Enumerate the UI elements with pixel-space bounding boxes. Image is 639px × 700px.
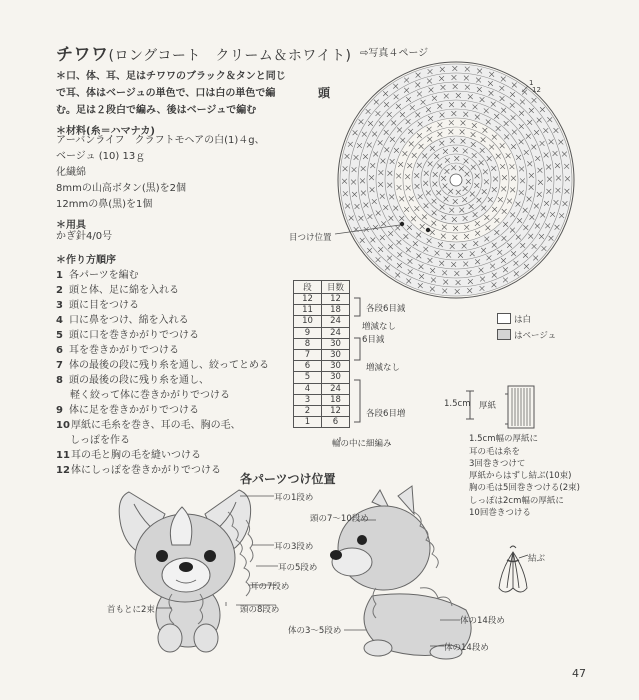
cardboard-instruction: 胸の毛は5回巻きつける(2束) — [469, 483, 580, 493]
cardboard-instruction: 10回巻きつける — [469, 508, 531, 518]
table-header: 目数 — [322, 281, 350, 294]
tool-line: かぎ針4/0号 — [56, 231, 113, 242]
tools-heading: ＊用具 — [56, 220, 86, 231]
table-note-no-change: 増減なし — [362, 322, 397, 332]
material-line: 12mmの鼻(黒)を1個 — [56, 199, 153, 210]
front-label-neck: 首もとに2束 — [107, 605, 155, 615]
tassel-tie-label: 結ぶ — [528, 554, 546, 564]
table-row: 7 30 — [294, 349, 350, 360]
step-item-continued: しっぽを作る — [70, 435, 130, 446]
side-label-body14b: 体の14段め — [444, 643, 489, 653]
front-label-head8: 頭の8段め — [240, 605, 280, 615]
step-item: 4 口に鼻をつけ、綿を入れる — [56, 315, 189, 326]
table-row: 5 30 — [294, 372, 350, 383]
step-item: 2 頭と体、足に綿を入れる — [56, 285, 179, 296]
step-item: 9 体に足を巻きかがりでつける — [56, 405, 199, 416]
title-main: チワワ — [56, 45, 109, 65]
cardboard-instruction: 1.5cm幅の厚紙に — [469, 434, 538, 444]
material-line: 化繊綿 — [56, 167, 86, 178]
table-row: 10 24 — [294, 316, 350, 327]
table-note-decrease: 各段6目減 — [366, 304, 406, 314]
step-item: 7 体の最後の段に残り糸を通し、絞ってとめる — [56, 360, 269, 371]
step-item: 11耳の毛と胸の毛を縫いつける — [56, 450, 201, 461]
cardboard-instruction: しっぽは2cm幅の厚紙に — [469, 496, 564, 506]
step-item-continued: 軽く絞って体に巻きかがりでつける — [70, 390, 230, 401]
steps-heading: ＊作り方順序 — [56, 255, 116, 266]
front-label-ear3: 耳の3段め — [274, 542, 314, 552]
cardboard-size: 1.5cm — [444, 399, 471, 409]
material-line: アーバンライフ クラフトモヘアの白(1)４g、 — [56, 135, 265, 146]
cardboard-instruction: 耳の毛は糸を — [469, 447, 521, 457]
front-label-ear1: 耳の1段め — [274, 493, 314, 503]
table-row: 11 18 — [294, 305, 350, 316]
table-row: 9 24 — [294, 327, 350, 338]
head-chart-label: 頭 — [318, 86, 331, 100]
side-label-body14a: 体の14段め — [460, 616, 505, 626]
table-row: 3 18 — [294, 394, 350, 405]
step-item: 10厚紙に毛糸を巻き、耳の毛、胸の毛、 — [56, 420, 241, 431]
table-row: 6 30 — [294, 361, 350, 372]
eye-position-label: 目つけ位置 — [289, 233, 332, 243]
step-item: 3 頭に目をつける — [56, 300, 139, 311]
table-note-no-change-2: 増減なし — [366, 363, 401, 373]
table-note-decrease-6: 6目減 — [362, 335, 385, 345]
photo-reference: ⇨写真４ページ — [360, 48, 429, 59]
legend-white-label: は白 — [514, 315, 532, 325]
cardboard-instruction: 厚紙からはずし結ぶ(10束) — [469, 471, 572, 481]
table-row: 1 6 — [294, 417, 350, 428]
title-subtitle: (ロングコート クリーム＆ホワイト) — [108, 48, 352, 64]
legend-beige-label: はベージュ — [514, 331, 557, 341]
table-note-increase: 各段6目増 — [366, 409, 406, 419]
table-note-ring: 輪の中に細編み — [332, 439, 392, 449]
table-row: 12 12 — [294, 294, 350, 305]
table-row: 4 24 — [294, 383, 350, 394]
table-row: 8 30 — [294, 338, 350, 349]
cardboard-instruction: 3回巻きつけて — [469, 459, 526, 469]
materials-heading: ＊材料(糸＝ハマナカ) — [56, 126, 155, 137]
step-item: 12体にしっぽを巻きかがりでつける — [56, 465, 221, 476]
step-item: 1 各パーツを編む — [56, 270, 139, 281]
side-label-head710: 頭の7〜10段め — [310, 514, 369, 524]
side-label-body35: 体の3〜5段め — [288, 626, 342, 636]
step-item: 6 耳を巻きかがりでつける — [56, 345, 179, 356]
front-label-ear5: 耳の5段め — [278, 563, 318, 573]
table-row: 2 12 — [294, 405, 350, 416]
step-item: 5 頭に口を巻きかがりでつける — [56, 330, 199, 341]
page-number: 47 — [572, 667, 586, 680]
table-header: 段 — [294, 281, 322, 294]
step-item: 8 頭の最後の段に残り糸を通し、 — [56, 375, 209, 386]
material-line: 8mmの山高ボタン(黒)を2個 — [56, 183, 187, 194]
cardboard-label: 厚紙 — [479, 401, 497, 411]
ring-number-end: 12 — [532, 86, 541, 94]
ring-number-start: 1 — [529, 79, 534, 87]
parts-position-title: 各パーツつけ位置 — [240, 472, 336, 486]
intro-note: ＊口、体、耳、足はチワワのブラック＆タンと同じで耳、体はベージュの単色で、口は白の単色で編む。足は２段白で編み、後はベージュで編む — [56, 71, 286, 116]
front-label-ear7: 耳の7段め — [250, 582, 290, 592]
material-line: ベージュ (10) 13ｇ — [56, 151, 146, 162]
